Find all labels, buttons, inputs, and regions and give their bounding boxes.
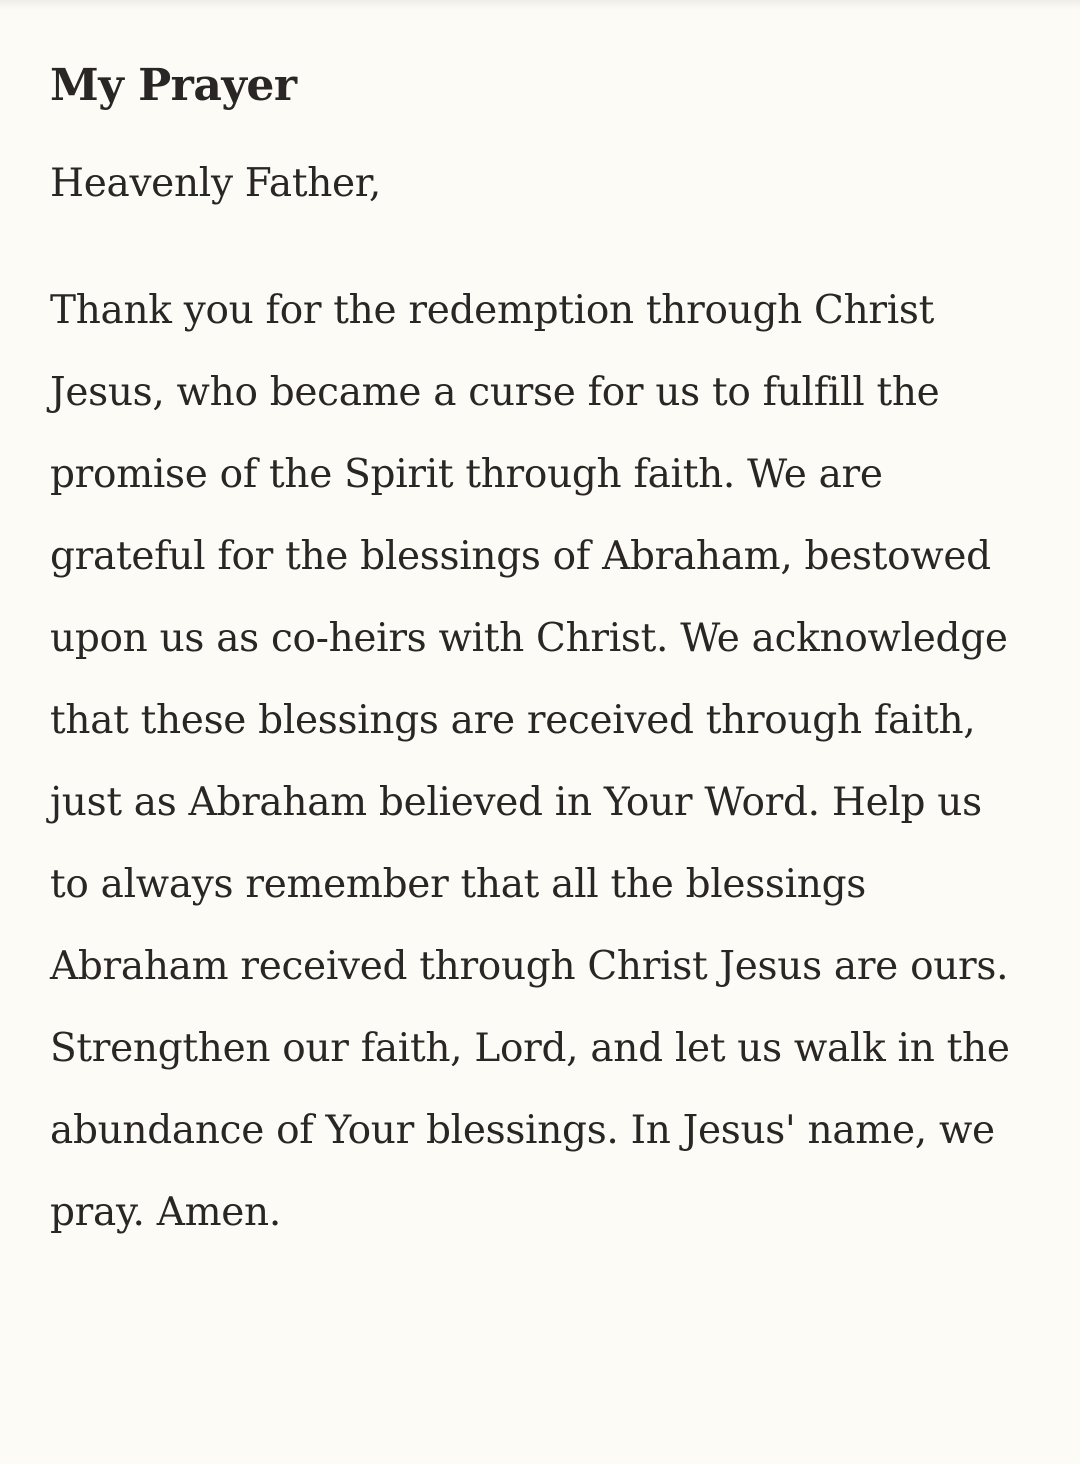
prayer-body [50,270,1030,1254]
prayer-line: that these blessings are received through faith, [50,698,976,743]
prayer-line: Thank you for the redemption through Christ [50,288,935,333]
prayer-line: grateful for the blessings of Abraham, bestowed [50,534,991,579]
top-edge-shadow [0,0,1080,10]
prayer-greeting: Heavenly Father, [50,161,381,206]
prayer-line: promise of the Spirit through faith. We are [50,452,883,497]
prayer-line: Jesus, who became a curse for us to fulfill the [50,370,940,415]
prayer-line: Strengthen our faith, Lord, and let us walk in the [50,1026,1010,1071]
prayer-line: to always remember that all the blessings [50,862,866,907]
prayer-line: abundance of Your blessings. In Jesus' name, we [50,1108,995,1153]
prayer-line: just as Abraham believed in Your Word. Help us [50,780,982,825]
prayer-heading: My Prayer [50,60,297,111]
prayer-line: Abraham received through Christ Jesus are ours. [50,944,1009,989]
prayer-line: pray. Amen. [50,1190,281,1235]
prayer-line: upon us as co-heirs with Christ. We acknowledge [50,616,1008,661]
